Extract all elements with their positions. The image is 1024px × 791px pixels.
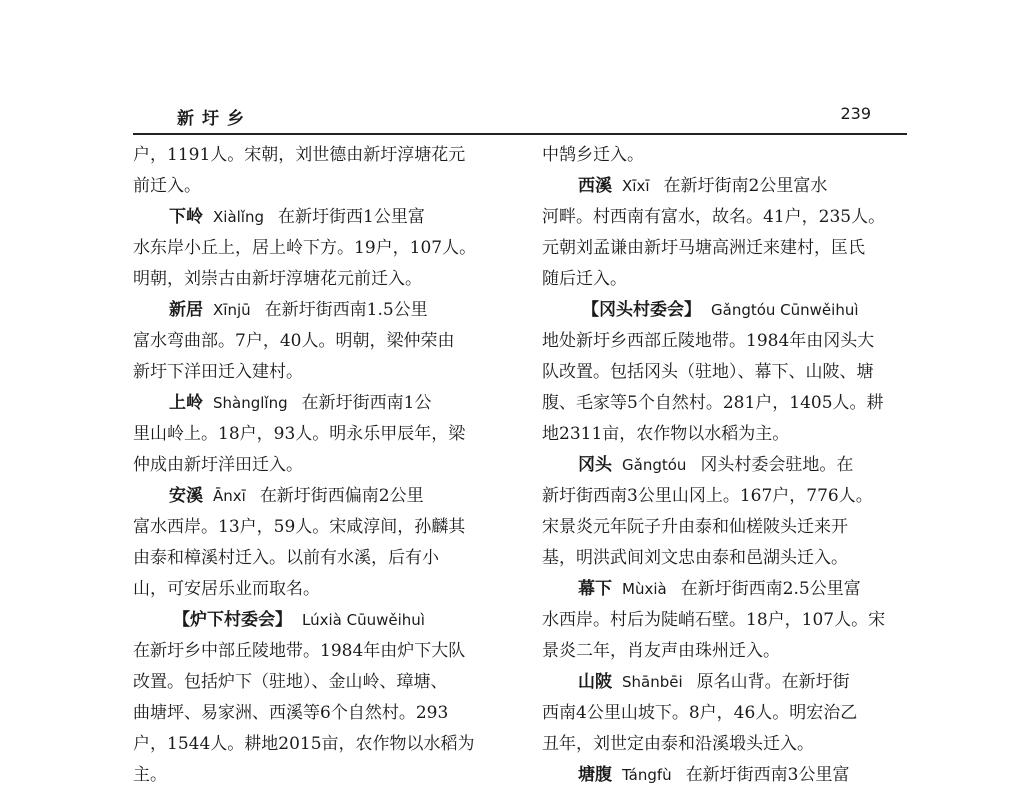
entry-pinyin: Ānxī [213,487,246,505]
running-title: 新圩乡 [177,109,252,129]
text-line: 西南4公里山坡下。8户，46人。明宏治乙 [542,703,858,723]
section-heading-line [542,295,917,326]
section-heading-line [133,605,513,636]
section-heading: 【冈头村委会】 [582,300,701,320]
text-line: 中鹄乡迁入。 [542,145,644,165]
entry-headword: 塘腹 [578,765,612,785]
entry-line [542,574,917,605]
entry-line [542,171,917,202]
entry-line [542,450,917,481]
left-column [133,140,513,791]
section-heading: 【炉下村委会】 [173,610,292,630]
entry-line [133,388,513,419]
text-line: 水东岸小丘上，居上岭下方。19户，107人。 [133,238,477,258]
entry-text: 原名山背。在新圩街 [696,672,850,692]
entry-pinyin: Mùxià [622,580,667,598]
text-line: 地处新圩乡西部丘陵地带。1984年由冈头大 [542,331,875,351]
entry-text: 在新圩街西南2.5公里富 [680,579,861,599]
entry-pinyin: Shànglǐng [213,394,288,412]
entry-headword: 幕下 [578,579,612,599]
text-line: 丑年，刘世定由泰和沿溪塅头迁入。 [542,734,814,754]
section-pinyin: Gǎngtóu Cūnwěihuì [711,301,859,319]
text-line: 景炎二年，肖友声由珠州迁入。 [542,641,780,661]
text-line: 元朝刘孟谦由新圩马塘高洲迁来建村，匡氏 [542,238,865,258]
entry-pinyin: Xīnjū [213,301,251,319]
text-line: 队改置。包括冈头（驻地）、幕下、山陂、塘 [542,362,874,382]
right-column [542,140,917,791]
entry-headword: 安溪 [169,486,203,506]
section-pinyin: Lúxià Cūuwěihuì [302,611,425,629]
text-line: 曲塘坪、易家洲、西溪等6个自然村。293 [133,703,449,723]
text-line: 富水西岸。13户，59人。宋咸淳间，孙麟其 [133,517,466,537]
text-line: 改置。包括炉下（驻地）、金山岭、璋塘、 [133,672,448,692]
text-line: 前迁入。 [133,176,201,196]
text-line: 在新圩乡中部丘陵地带。1984年由炉下大队 [133,641,466,661]
entry-line [542,667,917,698]
entry-headword: 冈头 [578,455,612,475]
entry-headword: 上岭 [169,393,203,413]
entry-text: 在新圩街西南3公里富 [685,765,850,785]
text-line: 富水弯曲部。7户，40人。明朝，梁仲荣由 [133,331,455,351]
text-line: 仲成由新圩洋田迁入。 [133,455,303,475]
entry-text: 在新圩街西1公里富 [278,207,425,227]
entry-line [133,295,513,326]
text-line: 腹、毛家等5个自然村。281户，1405人。耕 [542,393,884,413]
page-header [133,100,907,130]
entry-pinyin: Gǎngtóu [622,456,687,474]
entry-headword: 山陂 [578,672,612,692]
text-line: 地2311亩，农作物以水稻为主。 [542,424,790,444]
text-line: 户，1544人。耕地2015亩，农作物以水稻为 [133,734,475,754]
entry-pinyin: Shānbēi [622,673,683,691]
text-line: 户，1191人。宋朝，刘世德由新圩淳塘花元 [133,145,466,165]
entry-text: 在新圩街西南1公 [301,393,432,413]
page-number: 239 [840,104,871,123]
entry-text: 冈头村委会驻地。在 [700,455,854,475]
entry-headword: 下岭 [169,207,203,227]
entry-text: 在新圩街西南1.5公里 [264,300,428,320]
text-line: 明朝，刘崇古由新圩淳塘花元前迁入。 [133,269,422,289]
entry-text: 在新圩街南2公里富水 [663,176,828,196]
text-line: 主。 [133,765,167,785]
text-line: 随后迁入。 [542,269,627,289]
header-rule [133,133,907,135]
entry-line [133,481,513,512]
entry-headword: 新居 [169,300,203,320]
entry-line [542,760,917,791]
entry-text: 在新圩街西偏南2公里 [259,486,424,506]
entry-line [133,202,513,233]
text-line: 里山岭上。18户，93人。明永乐甲辰年，梁 [133,424,466,444]
entry-pinyin: Xiàlǐng [213,208,264,226]
text-line: 新圩下洋田迁入建村。 [133,362,303,382]
text-line: 新圩街西南3公里山冈上。167户，776人。 [542,486,873,506]
text-line: 水西岸。村后为陡峭石壁。18户，107人。宋 [542,610,886,630]
text-line: 宋景炎元年阮子升由泰和仙槎陂头迁来开 [542,517,848,537]
text-line: 河畔。村西南有富水，故名。41户，235人。 [542,207,886,227]
entry-pinyin: Tángfù [622,766,672,784]
entry-pinyin: Xīxī [622,177,650,195]
text-line: 山，可安居乐业而取名。 [133,579,320,599]
text-line: 由泰和樟溪村迁入。以前有水溪，后有小 [133,548,439,568]
text-line: 基，明洪武间刘文忠由泰和邑湖头迁入。 [542,548,848,568]
entry-headword: 西溪 [578,176,612,196]
